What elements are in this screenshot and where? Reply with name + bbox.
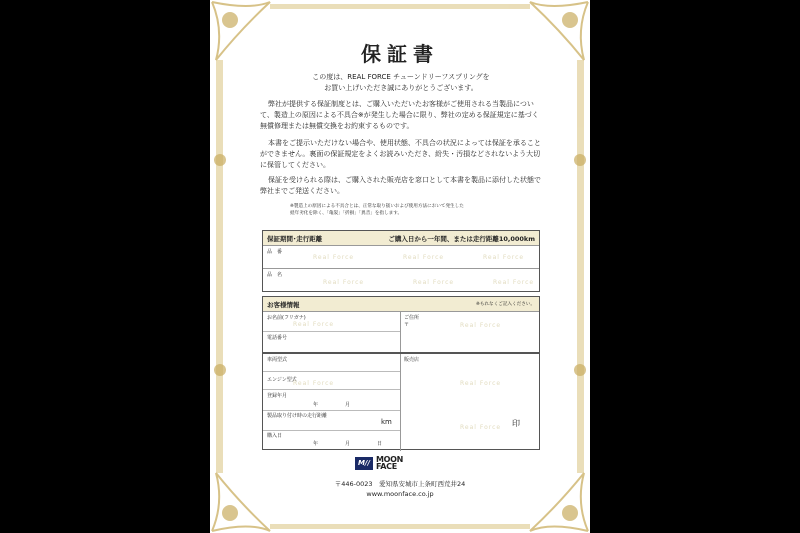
seal-mark: 印 [512, 419, 520, 428]
customer-header [263, 297, 539, 311]
warranty-heading: 保証期間･走行距離 [267, 234, 323, 243]
address-cell [400, 312, 539, 352]
name-address-row [263, 311, 539, 352]
mileage-label: 製品取り付け時の走行距離 [267, 413, 328, 419]
footnote-line-1: ※製造上の原因による不具合とは、正常な取り扱いおよび使用方法において発生した [290, 204, 464, 209]
reg-month: 月 [345, 402, 351, 408]
customer-note: ※もれなくご記入ください。 [476, 302, 535, 307]
vehicle-row [263, 352, 539, 451]
purchase-year: 年 [313, 441, 319, 447]
watermark: Real Force [323, 279, 365, 286]
paragraph-3: 保証を受けられる際は、ご購入された販売店を窓口として本書を製品に添付した状態で弊社までご発送ください。 [260, 176, 541, 195]
product-number-label: 品 番 [267, 249, 283, 255]
name-label: お名前(フリガナ) [267, 315, 306, 321]
purchase-month: 月 [345, 441, 351, 447]
logo-line-1: MOON [376, 455, 404, 464]
intro-line-2: お買い上げいただき誠にありがとうございます。 [324, 84, 478, 92]
vehicle-cell [263, 354, 401, 451]
watermark: Real Force [493, 279, 535, 286]
document-title: 保証書 [361, 42, 439, 66]
watermark: Real Force [460, 322, 502, 329]
logo-line-2: FACE [376, 462, 397, 471]
logo-text [376, 456, 403, 470]
watermark: Real Force [413, 279, 455, 286]
watermark: Real Force [313, 254, 355, 261]
company-url[interactable]: www.moonface.co.jp [366, 490, 434, 498]
product-number-row [263, 245, 539, 268]
moonface-logo [355, 456, 403, 470]
postal-mark: 〒 [404, 322, 410, 328]
company-address: 〒446-0023 愛知県安城市上条町西荒井24 [334, 480, 466, 488]
watermark: Real Force [293, 380, 335, 387]
mileage-unit: km [381, 418, 392, 426]
watermark: Real Force [483, 254, 525, 261]
registration-label: 登録年月 [267, 393, 288, 399]
watermark: Real Force [403, 254, 445, 261]
customer-heading: お客様情報 [267, 300, 300, 309]
warranty-header [263, 231, 539, 245]
warranty-term: ご購入日から一年間、または走行距離10,000km [388, 234, 535, 243]
phone-label: 電話番号 [267, 335, 288, 341]
warranty-document [210, 0, 590, 533]
watermark: Real Force [460, 380, 502, 387]
logo-mark: M// [355, 457, 373, 470]
name-cell [263, 312, 401, 352]
purchase-date-label: 購入日 [267, 433, 283, 439]
engine-model-label: エンジン型式 [267, 377, 297, 383]
paragraph-1: 弊社が提供する保証制度とは、ご購入いただいたお客様がご使用される当製品について、製造上の原因による不具合※が発生した場合に限り、弊社の定める保証規定に基づく無償修理または無償交換をお約束するものです。 [260, 100, 539, 130]
customer-box [262, 296, 540, 450]
watermark: Real Force [460, 424, 502, 431]
product-name-row [263, 268, 539, 292]
dealer-cell [400, 354, 539, 451]
reg-year: 年 [313, 402, 319, 408]
vehicle-model-label: 車両型式 [267, 357, 288, 363]
warranty-box [262, 230, 540, 292]
address-label: ご住所 [404, 315, 420, 321]
intro-line-1: この度は、REAL FORCE チューンドリーフスプリングを [312, 73, 490, 81]
product-name-label: 品 名 [267, 272, 283, 278]
watermark: Real Force [293, 321, 335, 328]
purchase-day: 日 [377, 441, 383, 447]
paragraph-2: 本書をご提示いただけない場合や、使用状態、不具合の状況によっては保証を承ることができません。裏面の保証規定をよくお読みいただき、紛失・汚損などされないよう大切に保管してください。 [260, 139, 541, 169]
dealer-label: 販売店 [404, 357, 420, 363]
footnote-line-2: 経年劣化を除く、「亀裂」「折損」「異音」を指します。 [290, 211, 403, 216]
